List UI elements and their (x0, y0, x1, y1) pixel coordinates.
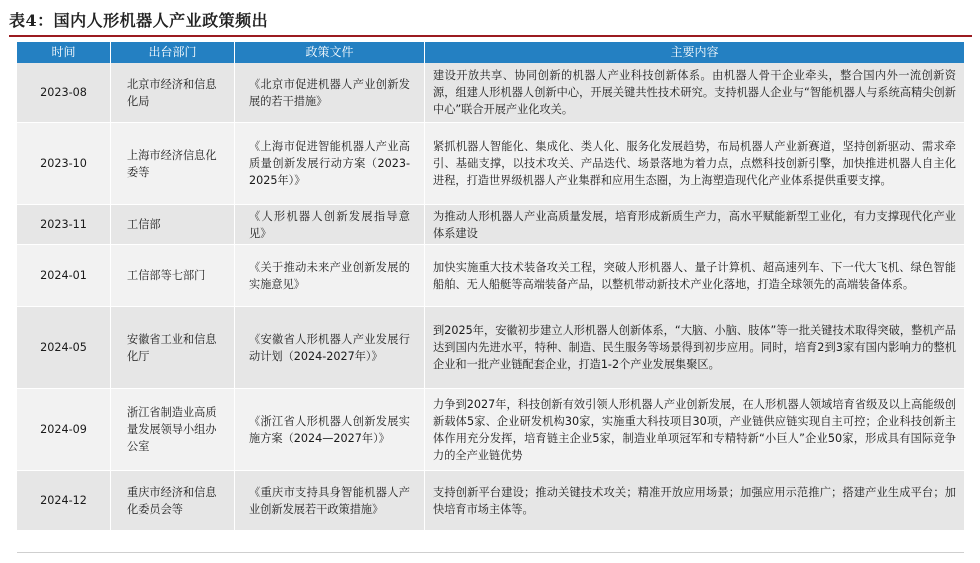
row-main-content: 加快实施重大技术装备攻关工程，突破人形机器人、量子计算机、超高速列车、下一代大飞机、绿色智能船舶、无人船艇等高端装备产品，以整机带动新技术产业化落地，打造全球领先的高端装备体系。 (425, 245, 964, 307)
row-time: 2023-11 (17, 205, 111, 245)
row-department: 重庆市经济和信息化委员会等 (111, 471, 235, 531)
table-row (17, 205, 964, 245)
row-time: 2024-12 (17, 471, 111, 531)
header-policy-document: 政策文件 (235, 42, 425, 63)
row-time: 2024-09 (17, 389, 111, 471)
row-department: 工信部等七部门 (111, 245, 235, 307)
row-policy-document: 《人形机器人创新发展指导意见》 (235, 205, 425, 245)
row-policy-document: 《重庆市支持具身智能机器人产业创新发展若干政策措施》 (235, 471, 425, 531)
table-row (17, 471, 964, 531)
table-row (17, 123, 964, 205)
row-department: 北京市经济和信息化局 (111, 63, 235, 123)
header-department: 出台部门 (111, 42, 235, 63)
header-time: 时间 (17, 42, 111, 63)
table-row (17, 389, 964, 471)
table-row (17, 307, 964, 389)
table-bottom-divider (17, 552, 964, 553)
row-policy-document: 《浙江省人形机器人创新发展实施方案（2024—2027年）》 (235, 389, 425, 471)
row-time: 2023-10 (17, 123, 111, 205)
table-header-row (17, 42, 964, 63)
table-title: 表4：国内人形机器人产业政策频出 (9, 11, 269, 30)
row-policy-document: 《北京市促进机器人产业创新发展的若干措施》 (235, 63, 425, 123)
row-time: 2024-01 (17, 245, 111, 307)
row-time: 2024-05 (17, 307, 111, 389)
row-main-content: 紧抓机器人智能化、集成化、类人化、服务化发展趋势，布局机器人产业新赛道，坚持创新驱动、需求牵引、基础支撑，以技术攻关、产品迭代、场景落地为着力点，点燃科技创新引擎，加快推进机器人自主化进程，打造世界级机器人产业集群和应用生态圈，为上海塑造现代化产业体系提供重要支撑。 (425, 123, 964, 205)
row-department: 安徽省工业和信息化厅 (111, 307, 235, 389)
title-divider (9, 35, 972, 37)
row-time: 2023-08 (17, 63, 111, 123)
table-row (17, 245, 964, 307)
row-main-content: 支持创新平台建设；推动关键技术攻关；精准开放应用场景；加强应用示范推广；搭建产业生成平台；加快培育市场主体等。 (425, 471, 964, 531)
row-policy-document: 《上海市促进智能机器人产业高质量创新发展行动方案（2023-2025年）》 (235, 123, 425, 205)
policy-table (17, 42, 964, 531)
table-row (17, 63, 964, 123)
header-main-content: 主要内容 (425, 42, 964, 63)
row-main-content: 建设开放共享、协同创新的机器人产业科技创新体系。由机器人骨干企业牵头，整合国内外一流创新资源，组建人形机器人创新中心，开展关键共性技术研究。支持机器人企业与“智能机器人与系统高精尖创新中心”联合开展产业化攻关。 (425, 63, 964, 123)
row-department: 浙江省制造业高质量发展领导小组办公室 (111, 389, 235, 471)
row-policy-document: 《关于推动未来产业创新发展的实施意见》 (235, 245, 425, 307)
row-main-content: 力争到2027年，科技创新有效引领人形机器人产业创新发展，在人形机器人领域培育省级及以上高能级创新载体5家、企业研发机构30家，实施重大科技项目30项，产业链供应链实现自主可控；企业科技创新主体作用充分发挥，培育链主企业5家，制造业单项冠军和专精特新“小巨人”企业50家，形成具有国际竞争力的全产业链优势 (425, 389, 964, 471)
row-department: 上海市经济信息化委等 (111, 123, 235, 205)
row-policy-document: 《安徽省人形机器人产业发展行动计划（2024-2027年）》 (235, 307, 425, 389)
row-main-content: 到2025年，安徽初步建立人形机器人创新体系，“大脑、小脑、肢体”等一批关键技术取得突破，整机产品达到国内先进水平，特种、制造、民生服务等场景得到初步应用。同时，培育2到3家有国内影响力的整机企业和一批产业链配套企业，打造1-2个产业发展集聚区。 (425, 307, 964, 389)
row-department: 工信部 (111, 205, 235, 245)
row-main-content: 为推动人形机器人产业高质量发展，培育形成新质生产力，高水平赋能新型工业化，有力支撑现代化产业体系建设 (425, 205, 964, 245)
